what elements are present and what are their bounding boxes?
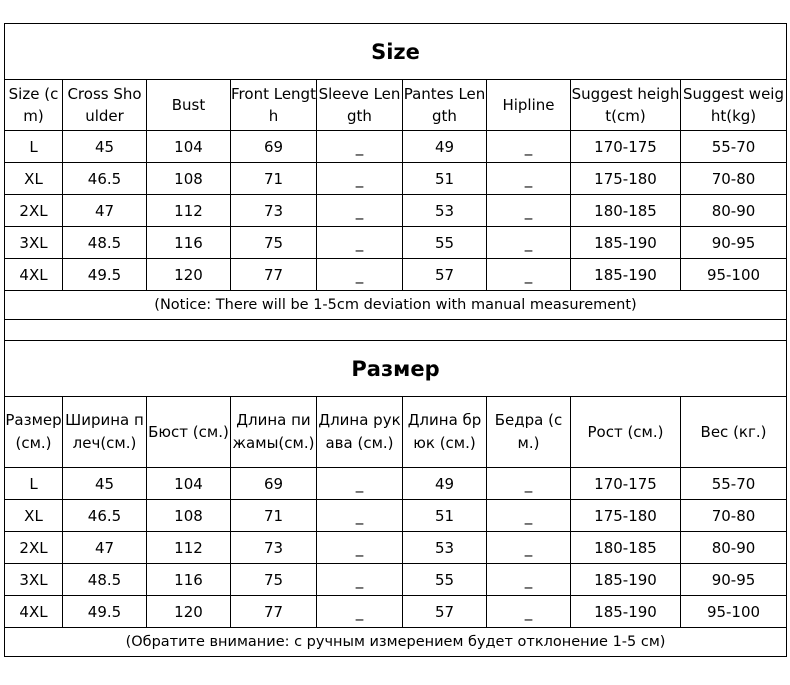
table-cell: 49.5	[63, 596, 147, 628]
table-cell: 53	[403, 532, 487, 564]
table-cell: 180-185	[571, 195, 681, 227]
english-notice: (Notice: There will be 1-5cm deviation with manual measurement)	[5, 291, 787, 320]
table-cell: 57	[403, 259, 487, 291]
table-cell: 75	[231, 564, 317, 596]
table-cell: _	[317, 259, 403, 291]
table-cell: 3XL	[5, 227, 63, 259]
table-cell: 112	[147, 532, 231, 564]
header-cell: Длина брюк (см.)	[403, 397, 487, 468]
table-cell: 80-90	[681, 532, 787, 564]
table-cell: _	[317, 227, 403, 259]
table-row	[5, 564, 787, 596]
header-cell: Ширина плеч(см.)	[63, 397, 147, 468]
header-cell: Bust	[147, 80, 231, 131]
header-cell: Бедра (см.)	[487, 397, 571, 468]
russian-title-row	[5, 341, 787, 397]
size-chart	[4, 23, 786, 657]
table-cell: 70-80	[681, 500, 787, 532]
table-cell: 49	[403, 468, 487, 500]
table-cell: 75	[231, 227, 317, 259]
table-row	[5, 532, 787, 564]
table-cell: _	[487, 163, 571, 195]
table-cell: 46.5	[63, 500, 147, 532]
table-cell: L	[5, 131, 63, 163]
table-row	[5, 500, 787, 532]
table-cell: _	[487, 564, 571, 596]
table-cell: 46.5	[63, 163, 147, 195]
table-cell: _	[317, 468, 403, 500]
table-cell: 45	[63, 468, 147, 500]
table-cell: 69	[231, 468, 317, 500]
english-header-row	[5, 80, 787, 131]
table-cell: 104	[147, 468, 231, 500]
table-cell: 51	[403, 500, 487, 532]
table-cell: 175-180	[571, 163, 681, 195]
table-cell: 170-175	[571, 468, 681, 500]
table-cell: 4XL	[5, 259, 63, 291]
table-cell: 51	[403, 163, 487, 195]
table-cell: 95-100	[681, 259, 787, 291]
table-cell: XL	[5, 500, 63, 532]
table-row	[5, 227, 787, 259]
header-cell: Pantes Length	[403, 80, 487, 131]
table-cell: _	[317, 596, 403, 628]
table-cell: 55	[403, 564, 487, 596]
russian-notice-row	[5, 628, 787, 657]
table-cell: _	[487, 259, 571, 291]
table-cell: 104	[147, 131, 231, 163]
table-cell: 48.5	[63, 227, 147, 259]
table-cell: 77	[231, 596, 317, 628]
table-row	[5, 596, 787, 628]
table-cell: 47	[63, 532, 147, 564]
header-cell: Рост (см.)	[571, 397, 681, 468]
table-cell: 45	[63, 131, 147, 163]
table-cell: 116	[147, 227, 231, 259]
table-cell: 47	[63, 195, 147, 227]
table-cell: 108	[147, 500, 231, 532]
header-cell: Suggest weight(kg)	[681, 80, 787, 131]
table-cell: 170-175	[571, 131, 681, 163]
english-notice-row	[5, 291, 787, 320]
table-cell: 70-80	[681, 163, 787, 195]
table-cell: L	[5, 468, 63, 500]
table-cell: _	[317, 195, 403, 227]
header-cell: Cross Shoulder	[63, 80, 147, 131]
table-cell: 175-180	[571, 500, 681, 532]
header-cell: Бюст (см.)	[147, 397, 231, 468]
table-cell: 116	[147, 564, 231, 596]
table-cell: 90-95	[681, 564, 787, 596]
table-cell: 185-190	[571, 259, 681, 291]
table-cell: 185-190	[571, 596, 681, 628]
table-cell: _	[487, 596, 571, 628]
table-cell: 77	[231, 259, 317, 291]
table-cell: _	[317, 131, 403, 163]
header-cell: Длина рукава (см.)	[317, 397, 403, 468]
table-cell: 53	[403, 195, 487, 227]
table-cell: _	[317, 532, 403, 564]
header-cell: Hipline	[487, 80, 571, 131]
table-cell: _	[487, 468, 571, 500]
table-cell: 55-70	[681, 468, 787, 500]
table-cell: XL	[5, 163, 63, 195]
size-table	[4, 23, 787, 657]
table-cell: 95-100	[681, 596, 787, 628]
table-row	[5, 163, 787, 195]
table-cell: _	[487, 195, 571, 227]
table-cell: 49.5	[63, 259, 147, 291]
table-cell: 73	[231, 532, 317, 564]
table-cell: 185-190	[571, 227, 681, 259]
header-cell: Front Length	[231, 80, 317, 131]
table-cell: 108	[147, 163, 231, 195]
header-cell: Длина пижамы(см.)	[231, 397, 317, 468]
table-cell: 90-95	[681, 227, 787, 259]
russian-title: Размер	[5, 341, 787, 397]
table-row	[5, 195, 787, 227]
divider-cell	[5, 320, 787, 341]
table-cell: 2XL	[5, 195, 63, 227]
header-cell: Size (cm)	[5, 80, 63, 131]
table-cell: 4XL	[5, 596, 63, 628]
section-divider	[5, 320, 787, 341]
table-cell: 71	[231, 163, 317, 195]
table-cell: 180-185	[571, 532, 681, 564]
russian-header-row	[5, 397, 787, 468]
table-row	[5, 259, 787, 291]
english-title-row	[5, 24, 787, 80]
table-cell: 57	[403, 596, 487, 628]
table-cell: 71	[231, 500, 317, 532]
table-cell: _	[487, 131, 571, 163]
table-cell: 2XL	[5, 532, 63, 564]
table-cell: 120	[147, 596, 231, 628]
header-cell: Вес (кг.)	[681, 397, 787, 468]
table-cell: 120	[147, 259, 231, 291]
table-cell: 112	[147, 195, 231, 227]
table-cell: _	[487, 500, 571, 532]
header-cell: Suggest height(cm)	[571, 80, 681, 131]
table-cell: 55	[403, 227, 487, 259]
table-row	[5, 468, 787, 500]
table-cell: _	[317, 500, 403, 532]
table-cell: 80-90	[681, 195, 787, 227]
table-cell: 49	[403, 131, 487, 163]
russian-notice: (Обратите внимание: с ручным измерением будет отклонение 1-5 см)	[5, 628, 787, 657]
table-cell: _	[317, 564, 403, 596]
table-row	[5, 131, 787, 163]
table-cell: 185-190	[571, 564, 681, 596]
table-cell: 3XL	[5, 564, 63, 596]
table-cell: 69	[231, 131, 317, 163]
english-title: Size	[5, 24, 787, 80]
header-cell: Sleeve Length	[317, 80, 403, 131]
table-cell: 48.5	[63, 564, 147, 596]
table-cell: _	[317, 163, 403, 195]
table-cell: _	[487, 532, 571, 564]
table-cell: _	[487, 227, 571, 259]
table-cell: 55-70	[681, 131, 787, 163]
table-cell: 73	[231, 195, 317, 227]
header-cell: Размер (см.)	[5, 397, 63, 468]
